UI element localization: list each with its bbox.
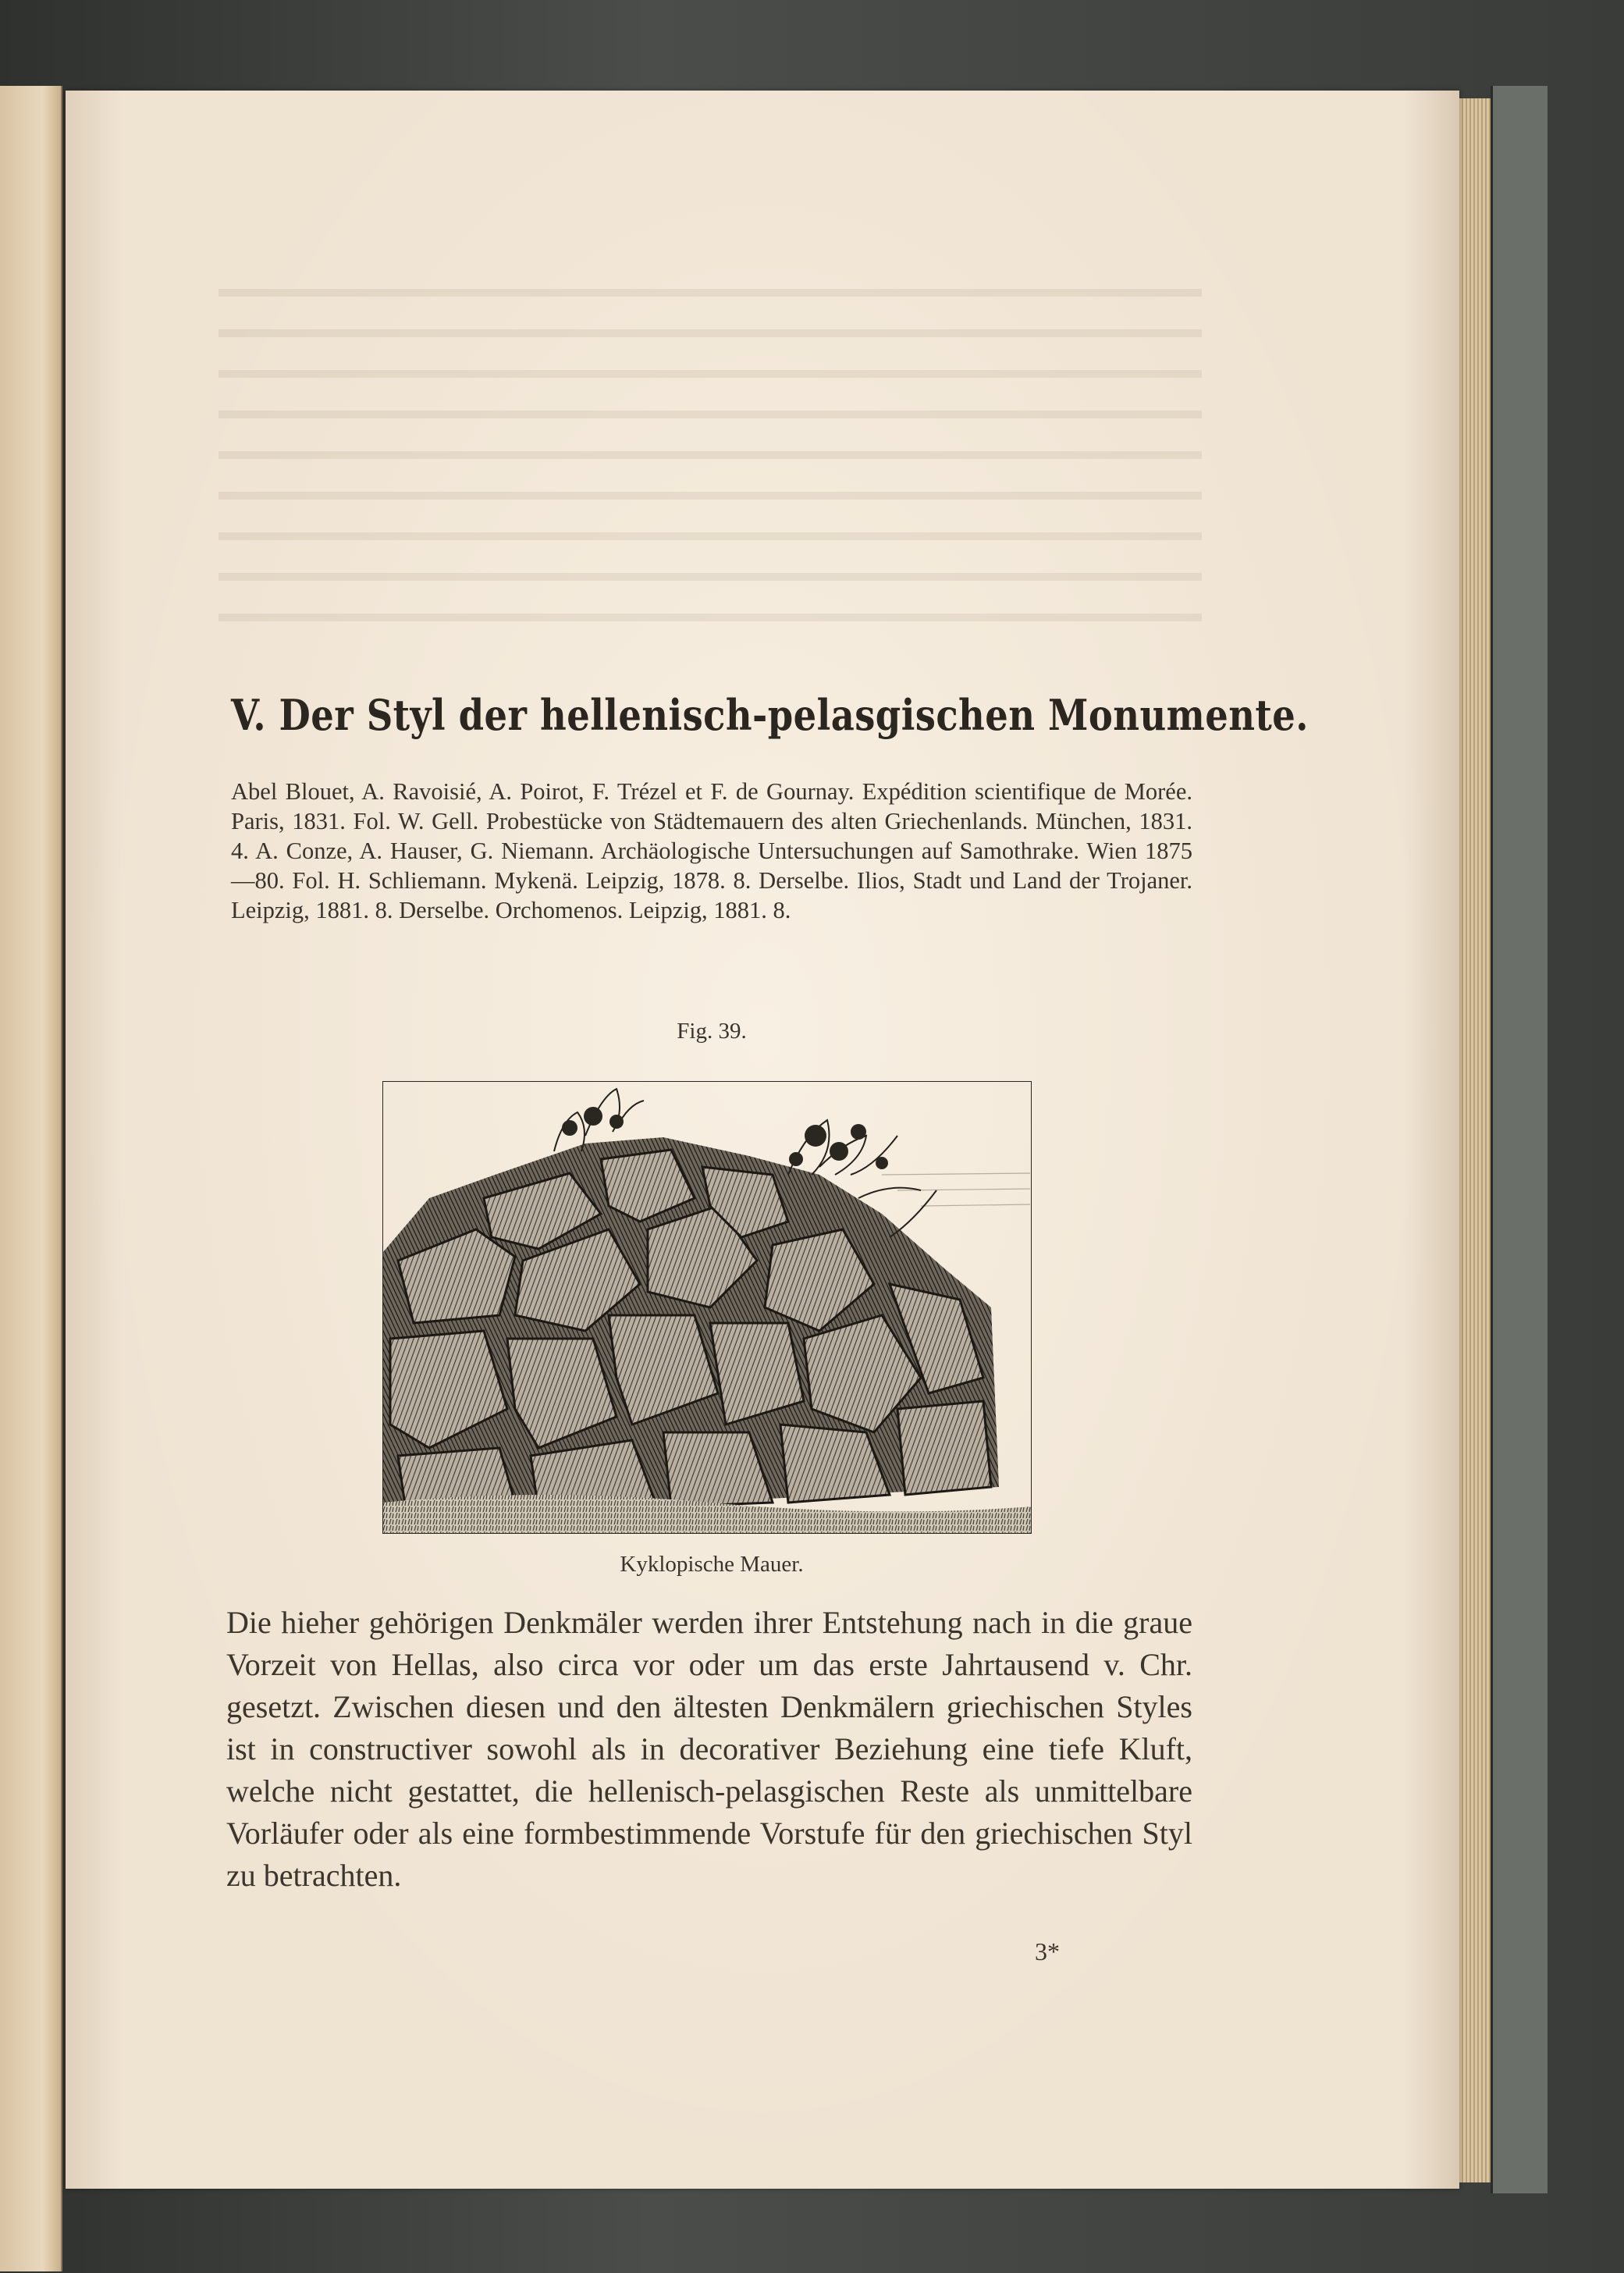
bibliography-paragraph: Abel Blouet, A. Ravoisié, A. Poirot, F. Trézel et F. de Gournay. Expédition scientifique de Morée. Paris, 1831. Fol. W. Gell. Probestücke von Städtemauern des alten Griechenlands. München, 1831. 4. A. Conze, A. Hauser, G. Niemann. Archäologische Untersuchungen auf Samothrake. Wien 1875—80. Fol. H. Schliemann. Mykenä. Leipzig, 1878. 8. Derselbe. Ilios, Stadt und Land der Trojaner. Leipzig, 1881. 8. Derselbe. Orchomenos. Leipzig, 1881. 8. bbox=[231, 778, 1192, 923]
cyclopean-wall-engraving bbox=[382, 1081, 1032, 1534]
signature-mark: 3* bbox=[1035, 1937, 1060, 1965]
figure-label: Fig. 39. bbox=[677, 1019, 747, 1044]
page-block-edges bbox=[1459, 98, 1491, 2182]
show-through-text bbox=[219, 289, 1202, 624]
facing-page-edge bbox=[0, 86, 62, 2271]
figure-caption: Kyklopische Mauer. bbox=[620, 1552, 804, 1577]
book-cover-edge bbox=[1491, 86, 1548, 2193]
body-paragraph: Die hieher gehörigen Denkmäler werden ihrer Entstehung nach in die graue Vorzeit von Hellas, also circa vor oder um das erste Jahrtausend v. Chr. gesetzt. Zwischen diesen und den ältesten Denkmälern griechischen Styles ist in constructiver sowohl als in decorativer Beziehung eine tiefe Kluft, welche nicht gestattet, die hellenisch-pelasgischen Reste als unmittelbare Vorläufer oder als eine formbestimmende Vorstufe für den griechischen Styl zu betrachten. bbox=[226, 1605, 1192, 1893]
chapter-heading: V. Der Styl der hellenisch-pelasgischen Monumente. bbox=[231, 690, 1309, 740]
